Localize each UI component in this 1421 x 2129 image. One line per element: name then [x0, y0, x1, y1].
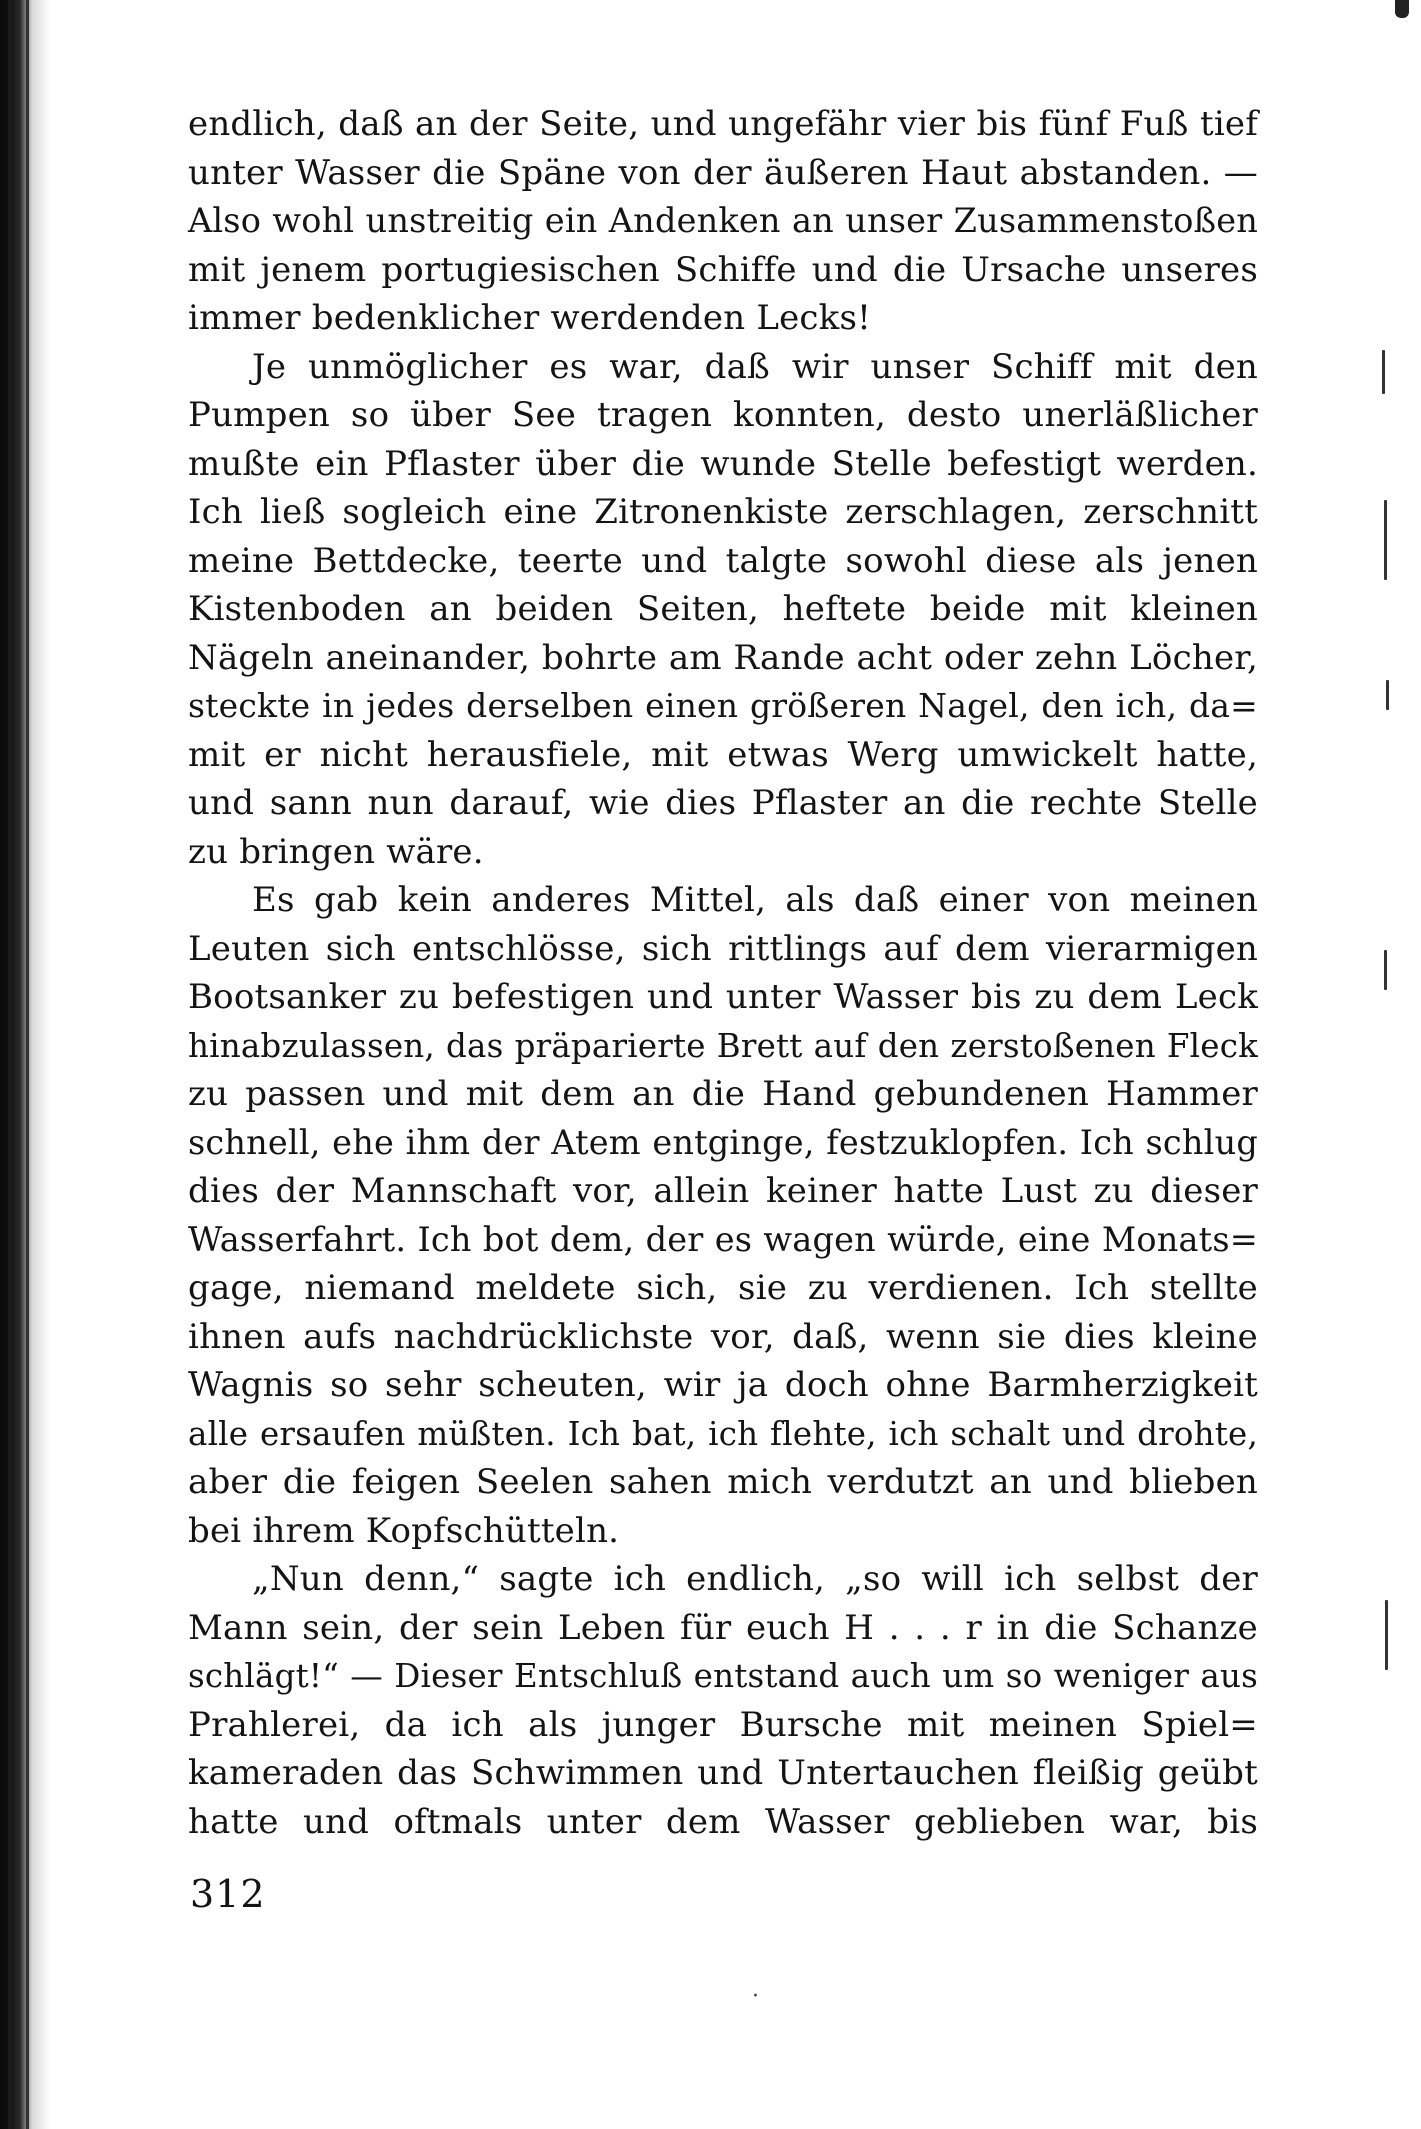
edge-speck	[1384, 500, 1387, 580]
text-line: steckte in jedes derselben einen größeren Nagel, den ich, da=	[188, 686, 1258, 725]
text-line: meine Bettdecke, teerte und talgte sowohl diese als jenen	[188, 540, 1258, 581]
text-line: Mann sein, der sein Leben für euch H . . . r in die Schanze	[188, 1607, 1258, 1648]
text-line: Wasserfahrt. Ich bot dem, der es wagen würde, eine Monats=	[188, 1219, 1258, 1259]
text-line: schnell, ehe ihm der Atem entginge, festzuklopfen. Ich schlug	[188, 1122, 1258, 1162]
text-line: zu bringen wäre.	[188, 831, 484, 872]
text-line: aber die feigen Seelen sahen mich verdutzt an und blieben	[188, 1462, 1258, 1502]
page-number: 312	[190, 1872, 266, 1916]
text-line: endlich, daß an der Seite, und ungefähr vier bis fünf Fuß tief	[188, 104, 1258, 144]
text-line: Kistenboden an beiden Seiten, heftete beide mit kleinen	[188, 589, 1258, 629]
text-line: dies der Mannschaft vor, allein keiner hatte Lust zu dieser	[188, 1171, 1258, 1211]
text-line: mit er nicht herausfiele, mit etwas Werg umwickelt hatte,	[188, 734, 1258, 775]
text-line: ihnen aufs nachdrücklichste vor, daß, wenn sie dies kleine	[188, 1316, 1258, 1357]
text-line: bei ihrem Kopfschütteln.	[188, 1510, 620, 1551]
text-line: unter Wasser die Späne von der äußeren Haut abstanden. —	[188, 152, 1258, 193]
text-line: alle ersaufen müßten. Ich bat, ich flehte, ich schalt und drohte,	[188, 1414, 1258, 1453]
text-line: mußte ein Pflaster über die wunde Stelle befestigt werden.	[188, 443, 1258, 484]
text-line: Ich ließ sogleich eine Zitronenkiste zerschlagen, zerschnitt	[188, 492, 1258, 532]
text-line: Je unmöglicher es war, daß wir unser Schiff mit den	[252, 346, 1258, 387]
text-line: kameraden das Schwimmen und Untertauchen fleißig geübt	[188, 1753, 1258, 1793]
text-line: schlägt!“ — Dieser Entschluß entstand auch um so weniger aus	[188, 1657, 1258, 1695]
text-line: immer bedenklicher werdenden Lecks!	[188, 298, 871, 338]
text-line: gage, niemand meldete sich, sie zu verdienen. Ich stellte	[188, 1268, 1258, 1308]
text-line: Wagnis so sehr scheuten, wir ja doch ohne Barmherzigkeit	[188, 1365, 1258, 1405]
text-line: Es gab kein anderes Mittel, als daß einer von meinen	[252, 880, 1258, 920]
corner-mark	[1395, 0, 1409, 18]
text-line: Also wohl unstreitig ein Andenken an unser Zusammenstoßen	[188, 201, 1258, 240]
text-line: Prahlerei, da ich als junger Bursche mit meinen Spiel=	[188, 1704, 1258, 1745]
edge-speck	[1382, 350, 1385, 394]
binding-line	[8, 0, 12, 2129]
text-line: hatte und oftmals unter dem Wasser geblieben war, bis	[188, 1801, 1258, 1842]
print-speck: ·	[752, 1984, 759, 2009]
text-line: hinabzulassen, das präparierte Brett auf den zerstoßenen Fleck	[188, 1026, 1258, 1065]
edge-speck	[1384, 950, 1387, 990]
text-line: Leuten sich entschlösse, sich rittlings auf dem vierarmigen	[188, 928, 1258, 969]
edge-speck	[1385, 1600, 1388, 1670]
body-text	[188, 100, 1258, 1846]
text-line: und sann nun darauf, wie dies Pflaster an die rechte Stelle	[188, 783, 1258, 823]
text-line: Pumpen so über See tragen konnten, desto unerläßlicher	[188, 395, 1258, 435]
text-line: zu passen und mit dem an die Hand gebundenen Hammer	[188, 1074, 1258, 1114]
text-line: „Nun denn,“ sagte ich endlich, „so will ich selbst der	[252, 1559, 1258, 1599]
binding-line	[26, 0, 29, 2129]
text-line: mit jenem portugiesischen Schiffe und die Ursache unseres	[188, 249, 1258, 290]
text-line: Bootsanker zu befestigen und unter Wasser bis zu dem Leck	[188, 977, 1258, 1017]
text-line: Nägeln aneinander, bohrte am Rande acht oder zehn Löcher,	[188, 637, 1258, 678]
edge-speck	[1386, 680, 1389, 710]
